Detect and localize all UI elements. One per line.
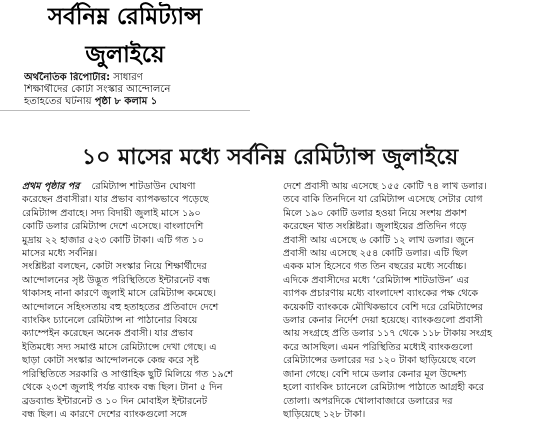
column-line: ব্যাংকিং চ্যানেলে রেমিট্যান্স না পাঠানোর বিষয়ে [22,315,198,327]
column-line: হলো ব্যাংকিং চ্যানেলে রেমিট্যান্স পাঠাতে আগ্রহী করে [283,382,484,394]
column-line: মুদ্রায় ২২ হাজার ৫২৩ কোটি টাকা। এটি গত ১০ [22,234,204,246]
column-line: রেমিট্যান্সের ডলারের দর ১২০ টাকা ছাড়িয়েছে বলে [283,355,476,367]
column-line: থাকাসহ নানা কারণে জুলাই মাসে রেমিট্যান্স কমেছে। [22,288,217,300]
column-line: ডলার কেনার নির্দেশ দেয়া হয়েছে। ব্যাংকগুলো প্রবাসী [283,315,483,327]
byline: অর্থনৈতিক রিপোর্টার: [24,72,111,83]
continuation-label: প্রথম পৃষ্ঠার পর [22,181,80,192]
column-line: ছাড়িয়েছে ১২৮ টাকা। [283,408,366,420]
column-line: আন্দোলনের সৃষ্ট উদ্ভূত পরিস্থিতিতে ইন্টারনেট বন্ধ [22,274,210,286]
column-line: ছাড়া কোটা সংস্কার আন্দোলনকে কেন্দ্র করে সৃষ্ট [22,355,199,367]
column-line: কোটি ডলার রেমিট্যান্স দেশে এসেছে। বাংলাদেশি [22,221,204,233]
column-line: করেছেন প্রবাসীরা। যার প্রভাব ব্যাপকভাবে পড়েছে [22,194,209,206]
column-line: ব্যাপক প্রচারণায় মধ্যে বাংলাদেশ ব্যাংকের পক্ষ থেকে [283,288,479,300]
column-line: করে আসছিল। এমন পরিস্থিতির মধ্যেই ব্যাংকগুলো [283,341,473,353]
column-line: ব্রডব্যান্ড ইন্টারনেট ও ১০ দিন মোবাইল ইন্টারনেট [22,395,208,407]
teaser-text-3: হতাহতের ঘটনায় [24,96,92,107]
column-line: একক মাস হিসেবে গত তিন বছরের মধ্যে সর্বোচ্চ। [283,261,467,273]
top-teaser-line-1 [24,72,250,84]
column-line: প্রবাসী আয় এসেছে ৬ কোটি ১২ লাখ ডলার। জুনে [283,234,475,246]
jump-reference: পৃষ্ঠা ৮ কলাম ১ [94,96,158,107]
column-line: রেমিট্যান্স প্রবাহে। সদ্য বিদায়ী জুলাই মাসে ১৯০ [22,207,201,219]
column-line: তোলা। অপরদিকে খোলাবাজারে ডলারের দর [283,395,453,407]
main-headline: ১০ মাসের মধ্যে সর্বনিম্ন রেমিট্যান্স জুলাইয়ে [81,145,459,170]
teaser-text-1: সাধারণ [113,72,143,83]
column-line: দেশে প্রবাসী আয় এসেছে ১৫৫ কোটি ৭৪ লাখ ডলার। [283,181,487,192]
column-line: তবে বাকি তিনদিনে যা রেমিট্যান্স এসেছে সেটার যোগ [283,194,483,206]
column-line: আয় সংগ্রহে প্রতি ডলার ১১৭ থেকে ১১৮ টাকায় সংগ্রহ [283,328,492,340]
column-line: জানা গেছে। বেশি দামে ডলার কেনার মূল উদ্দেশ্য [283,368,467,380]
top-teaser-line-3 [24,96,250,108]
article-column-left [22,180,258,440]
column-line: আন্দোলনে সহিংসতায় বহু হতাহতের প্রতিবাদে দেশে [22,301,219,313]
top-headline-line-2: জুলাইয়ে [85,42,165,68]
column-line: কয়েকটি ব্যাংককে মৌখিকভাবে বেশি দরে রেমিট্যান্সের [283,301,483,313]
top-teaser-line-2: শিক্ষার্থীদের কোটা সংস্কার আন্দোলনে [24,84,171,95]
column-line: ক্যাম্পেইন করেছেন অনেক প্রবাসী। যার প্রভাব [22,328,194,340]
column-line: এদিকে প্রবাসীদের মধ্যে ‘রেমিট্যান্স শাটডাউন’ এর [283,274,469,286]
column-line: থেকে ২৩শে জুলাই পর্যন্ত ব্যাংক বন্ধ ছিল। টানা ৫ দিন [22,382,223,394]
column-line: সংশ্লিষ্টরা বলছেন, কোটা সংস্কার নিয়ে শিক্ষার্থীদের [22,261,207,273]
column-line: পরিস্থিতিতে সরকারি ও সাপ্তাহিক ছুটি মিলিয়ে গত ১৯শে [22,368,234,380]
column-line: মাসের মধ্যে সর্বনিম্ন। [22,248,98,260]
column-line: প্রবাসী আয় এসেছে ২৫৪ কোটি ডলার। এটি ছিল [283,248,468,260]
article-column-right [283,180,519,440]
column-line: বন্ধ ছিল। এ কারণে দেশের ব্যাংকগুলো সঙ্গে [22,408,187,420]
top-article [0,0,250,111]
column-line: মিলে ১৯০ কোটি ডলার হওয়া নিয়ে সংশয় প্রকাশ [283,207,467,219]
column-line: ইতিমধ্যে সদ্য সমাপ্ত মাসে রেমিট্যান্সে দেখা গেছে। এ [22,341,217,353]
top-headline-line-1: সর্বনিম্ন রেমিট্যান্স [47,4,203,30]
column-line: প্রথম পৃষ্ঠার পর রেমিট্যান্স শাটডাউন ঘোষণা [22,181,196,192]
column-line: করেছেন খাত সংশ্লিষ্টরা। জুলাইয়ের প্রতিদিন গড়ে [283,221,467,233]
